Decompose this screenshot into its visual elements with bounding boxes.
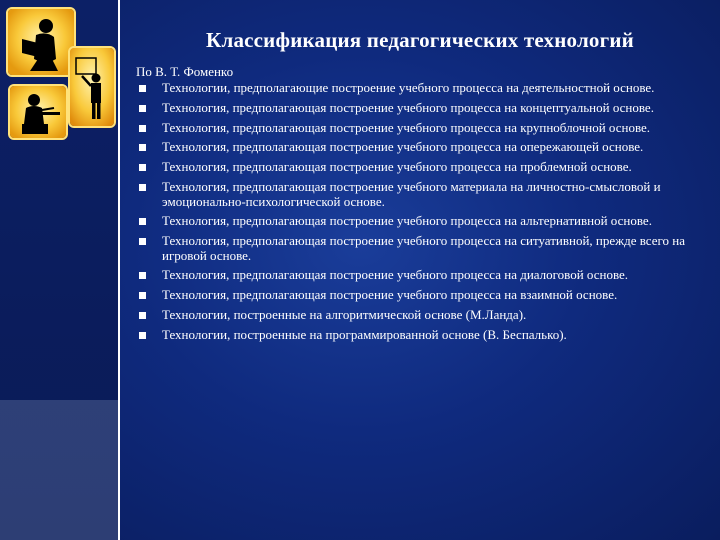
square-bullet-icon: [139, 332, 146, 339]
list-item: [136, 180, 706, 209]
square-bullet-icon: [139, 125, 146, 132]
list-item: [136, 101, 706, 116]
square-bullet-icon: [139, 85, 146, 92]
list-item-text: Технология, предполагающая построение учебного процесса на опережающей основе.: [162, 139, 644, 155]
list-item: [136, 81, 706, 96]
square-bullet-icon: [139, 164, 146, 171]
square-bullet-icon: [139, 144, 146, 151]
reading-person-icon: [6, 7, 76, 77]
list-item: [136, 308, 706, 323]
list-item: [136, 234, 706, 263]
square-bullet-icon: [139, 312, 146, 319]
square-bullet-icon: [139, 272, 146, 279]
list-item: [136, 268, 706, 283]
square-bullet-icon: [139, 184, 146, 191]
list-item-text: Технологии, предполагающие построение учебного процесса на деятельностной основе.: [162, 80, 655, 95]
list-item: [136, 121, 706, 136]
writing-student-icon: [8, 84, 68, 140]
square-bullet-icon: [139, 292, 146, 299]
list-item: [136, 214, 706, 229]
technology-list: [136, 81, 706, 348]
list-item: [136, 328, 706, 343]
square-bullet-icon: [139, 218, 146, 225]
author-line: По В. Т. Фоменко: [136, 64, 234, 79]
slide-title: Классификация педагогических технологий: [206, 28, 634, 52]
list-item-text: Технология, предполагающая построение учебного материала на личностно-смысловой и эмоционально-психологической основе.: [162, 178, 661, 209]
list-item-text: Технологии, построенные на алгоритмической основе (М.Ланда).: [162, 307, 527, 322]
list-item-text: Технология, предполагающая построение учебного процесса на диалоговой основе.: [162, 267, 629, 283]
list-item-text: Технология, предполагающая построение учебного процесса на крупноблочной основе.: [162, 119, 651, 135]
list-item-text: Технологии, построенные на программированной основе (В. Беспалько).: [162, 326, 567, 342]
list-item: [136, 288, 706, 303]
square-bullet-icon: [139, 105, 146, 112]
standing-teacher-icon: [68, 46, 116, 128]
list-item: [136, 160, 706, 175]
square-bullet-icon: [139, 238, 146, 245]
list-item-text: Технология, предполагающая построение учебного процесса на альтернативной основе.: [162, 213, 652, 229]
list-item-text: Технология, предполагающая построение учебного процесса на проблемной основе.: [162, 159, 632, 175]
list-item-text: Технология, предполагающая построение учебного процесса на концептуальной основе.: [162, 99, 654, 115]
list-item: [136, 140, 706, 155]
list-item-text: Технология, предполагающая построение учебного процесса на ситуативной, прежде всего на игровой основе.: [162, 233, 685, 263]
list-item-text: Технология, предполагающая построение учебного процесса на взаимной основе.: [162, 287, 618, 303]
